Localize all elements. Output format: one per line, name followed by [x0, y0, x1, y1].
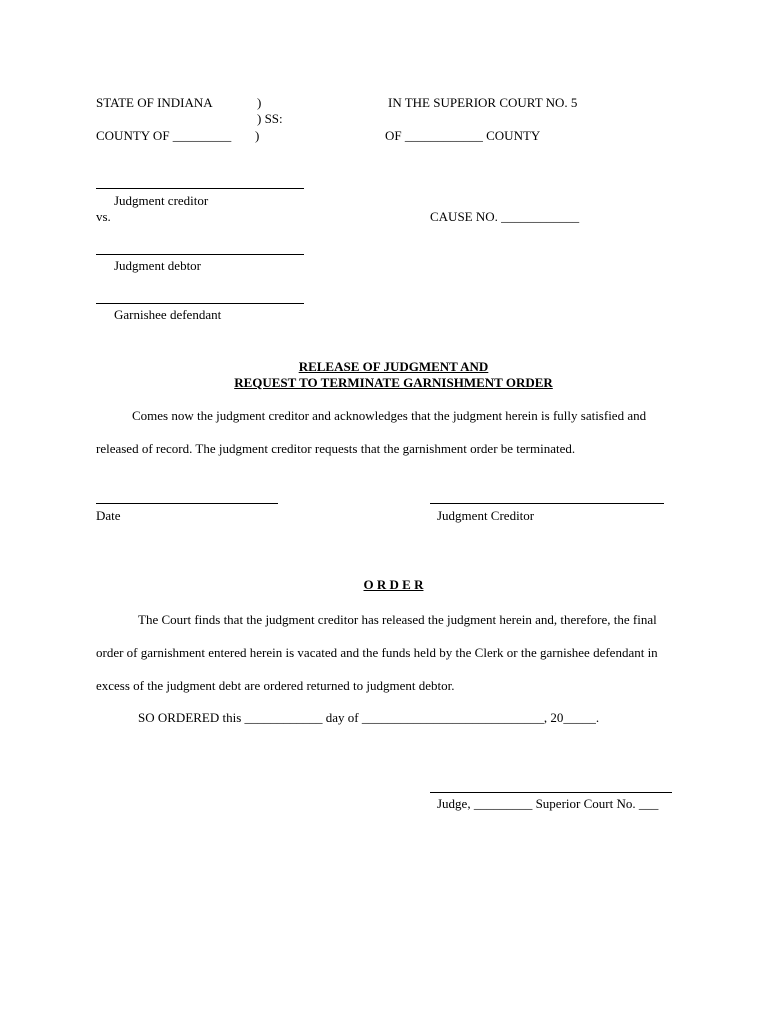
judgment-creditor-label: Judgment creditor: [114, 193, 209, 208]
debtor-name-line: [96, 254, 304, 255]
garnishee-defendant-label: Garnishee defendant: [114, 307, 222, 322]
court-county: OF ____________ COUNTY: [385, 128, 541, 143]
order-paragraph-line-1: The Court finds that the judgment creditor has released the judgment herein and, therefore, the final: [138, 612, 657, 627]
court-title: IN THE SUPERIOR COURT NO. 5: [388, 95, 578, 110]
judge-signature-line: [430, 792, 672, 793]
judge-signature-label: Judge, _________ Superior Court No. ___: [437, 796, 659, 811]
release-paragraph-line-2: released of record. The judgment creditor requests that the garnishment order be terminated.: [96, 441, 576, 456]
creditor-signature-line: [96, 188, 304, 189]
release-title-line-2: REQUEST TO TERMINATE GARNISHMENT ORDER: [234, 375, 553, 390]
release-title-line-1: RELEASE OF JUDGMENT AND: [298, 359, 489, 374]
so-ordered-line: SO ORDERED this ____________ day of ____________________________, 20_____.: [138, 710, 600, 725]
vs-label: vs.: [96, 209, 111, 224]
cause-number: CAUSE NO. ____________: [430, 209, 580, 224]
order-paragraph-line-2: order of garnishment entered herein is vacated and the funds held by the Clerk or the garnishee defendant in: [96, 645, 658, 660]
state-label: STATE OF INDIANA: [96, 95, 213, 110]
date-signature-line: [96, 503, 278, 504]
order-title: O R D E R: [363, 577, 424, 592]
date-label: Date: [96, 508, 121, 523]
county-label: COUNTY OF _________: [96, 128, 232, 143]
garnishee-name-line: [96, 303, 304, 304]
caption-paren-1: ): [257, 95, 262, 110]
release-paragraph-line-1: Comes now the judgment creditor and acknowledges that the judgment herein is fully satisfied and: [132, 408, 647, 423]
caption-paren-3: ): [255, 128, 260, 143]
creditor-release-signature-line: [430, 503, 664, 504]
judgment-creditor-signature-label: Judgment Creditor: [437, 508, 535, 523]
ss-label: ) SS:: [257, 111, 283, 126]
order-paragraph-line-3: excess of the judgment debt are ordered returned to judgment debtor.: [96, 678, 455, 693]
judgment-debtor-label: Judgment debtor: [114, 258, 202, 273]
